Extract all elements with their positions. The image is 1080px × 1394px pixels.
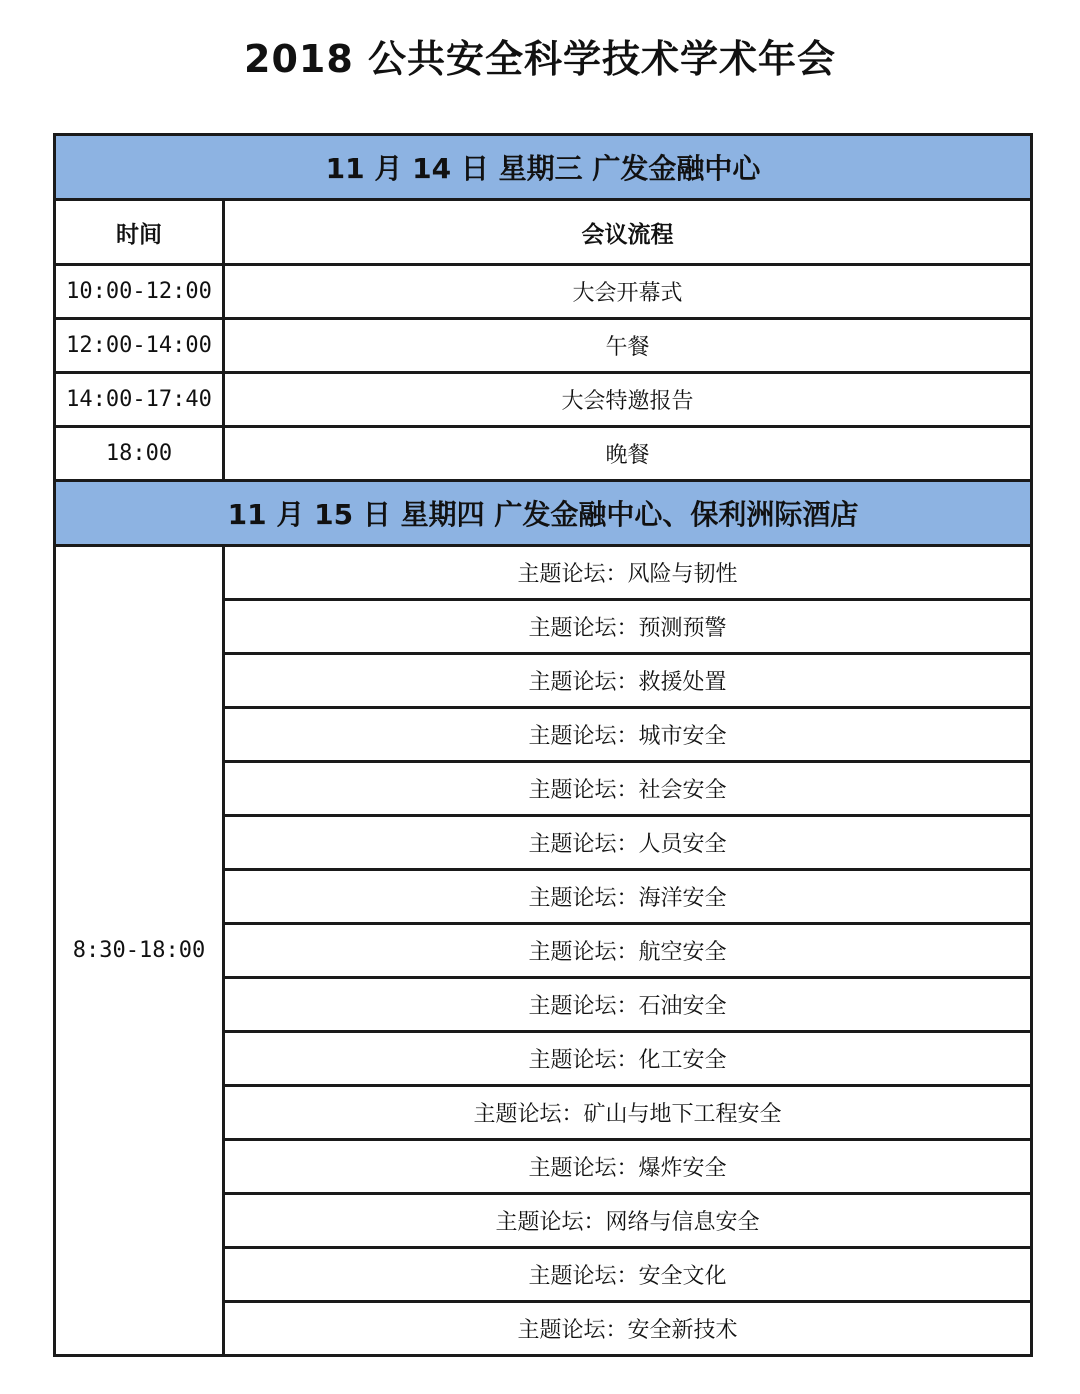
forum-cell: 主题论坛：人员安全 [224,816,1032,870]
table-row [55,427,1032,481]
day2-time-cell: 8:30-18:00 [55,546,224,1356]
day1-header-row [55,135,1032,200]
table-row [55,265,1032,319]
time-cell: 12:00-14:00 [55,319,224,373]
day2-header-row [55,481,1032,546]
forum-cell: 主题论坛：风险与韧性 [224,546,1032,600]
forum-cell: 主题论坛：化工安全 [224,1032,1032,1086]
table-row [55,546,1032,600]
forum-cell: 主题论坛：社会安全 [224,762,1032,816]
page-title: 2018 公共安全科学技术学术年会 [244,37,836,81]
time-cell: 10:00-12:00 [55,265,224,319]
forum-cell: 主题论坛：城市安全 [224,708,1032,762]
process-cell: 大会特邀报告 [224,373,1032,427]
column-header-row [55,200,1032,265]
column-header-process: 会议流程 [224,200,1032,265]
forum-cell: 主题论坛：航空安全 [224,924,1032,978]
forum-cell: 主题论坛：预测预警 [224,600,1032,654]
forum-cell: 主题论坛：安全新技术 [224,1302,1032,1356]
forum-cell: 主题论坛：海洋安全 [224,870,1032,924]
table-row [55,319,1032,373]
forum-cell: 主题论坛：矿山与地下工程安全 [224,1086,1032,1140]
day2-header: 11 月 15 日 星期四 广发金融中心、保利洲际酒店 [55,481,1032,546]
forum-cell: 主题论坛：石油安全 [224,978,1032,1032]
time-cell: 18:00 [55,427,224,481]
day1-header: 11 月 14 日 星期三 广发金融中心 [55,135,1032,200]
column-header-time: 时间 [55,200,224,265]
time-cell: 14:00-17:40 [55,373,224,427]
process-cell: 晚餐 [224,427,1032,481]
table-row [55,373,1032,427]
forum-cell: 主题论坛：网络与信息安全 [224,1194,1032,1248]
process-cell: 大会开幕式 [224,265,1032,319]
schedule-table [53,133,1033,1357]
forum-cell: 主题论坛：爆炸安全 [224,1140,1032,1194]
forum-cell: 主题论坛：安全文化 [224,1248,1032,1302]
process-cell: 午餐 [224,319,1032,373]
forum-cell: 主题论坛：救援处置 [224,654,1032,708]
